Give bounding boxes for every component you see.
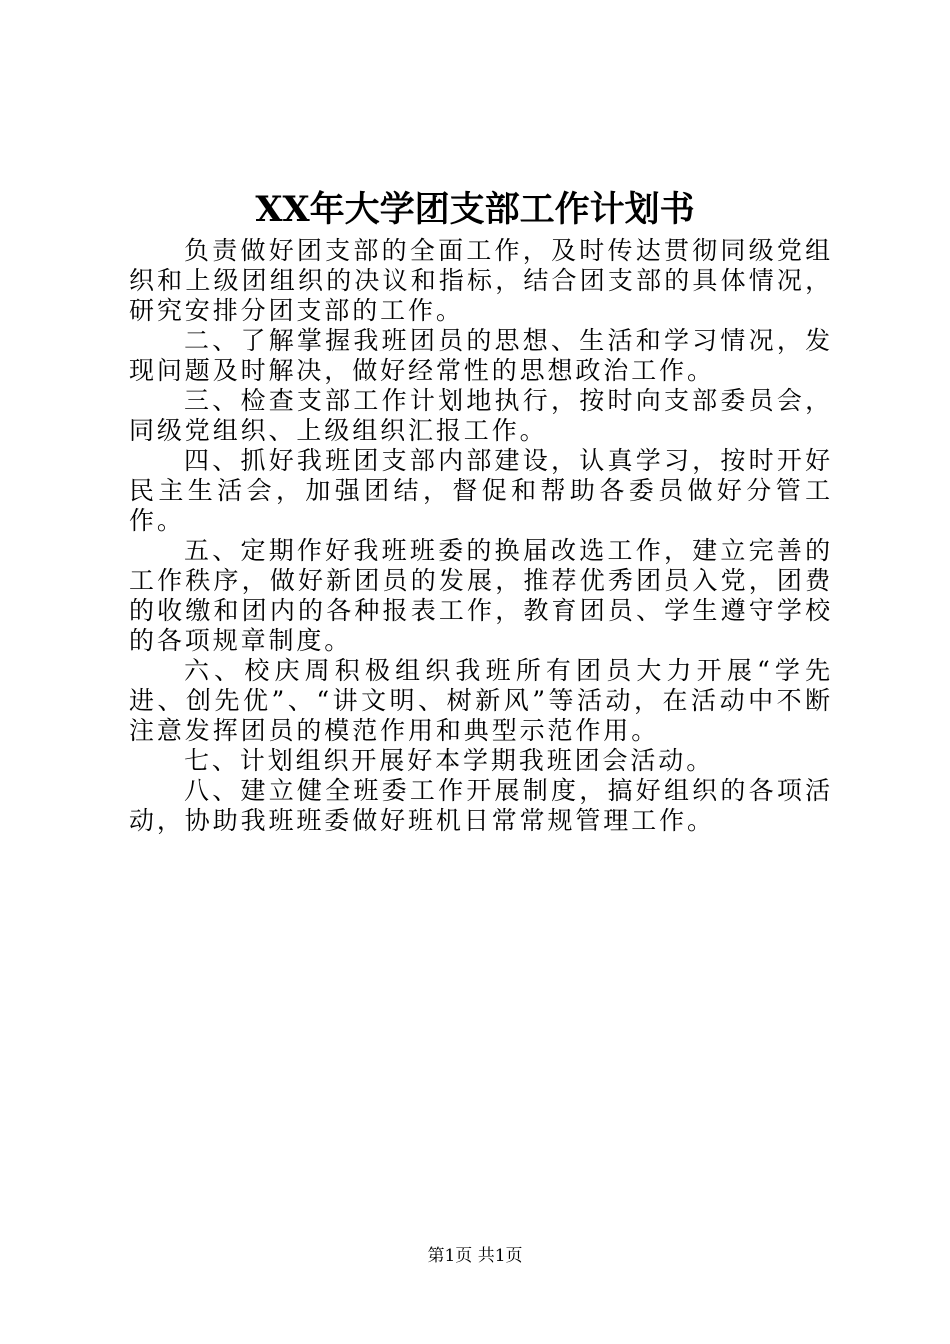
paragraph: 五、定期作好我班班委的换届改选工作，建立完善的工作秩序，做好新团员的发展，推荐优秀团员入党，团费的收缴和团内的各种报表工作，教育团员、学生遵守学校的各项规章制度。 xyxy=(129,536,833,655)
paragraph: 八、建立健全班委工作开展制度，搞好组织的各项活动，协助我班班委做好班机日常常规管理工作。 xyxy=(129,776,833,835)
paragraph: 二、了解掌握我班团员的思想、生活和学习情况，发现问题及时解决，做好经常性的思想政治工作。 xyxy=(129,326,833,385)
document-title: XX年大学团支部工作计划书 xyxy=(255,189,695,230)
paragraph: 四、抓好我班团支部内部建设，认真学习，按时开好民主生活会，加强团结，督促和帮助各委员做好分管工作。 xyxy=(129,446,833,535)
page-footer: 第1页 共1页 xyxy=(427,1246,523,1266)
paragraph: 六、校庆周积极组织我班所有团员大力开展“学先进、创先优”、“讲文明、树新风”等活动，在活动中不断注意发挥团员的模范作用和典型示范作用。 xyxy=(129,656,833,745)
document-body xyxy=(129,236,833,836)
paragraph: 负责做好团支部的全面工作，及时传达贯彻同级党组织和上级团组织的决议和指标，结合团支部的具体情况，研究安排分团支部的工作。 xyxy=(129,236,833,325)
paragraph: 三、检查支部工作计划地执行，按时向支部委员会，同级党组织、上级组织汇报工作。 xyxy=(129,386,833,445)
paragraph: 七、计划组织开展好本学期我班团会活动。 xyxy=(184,746,715,775)
